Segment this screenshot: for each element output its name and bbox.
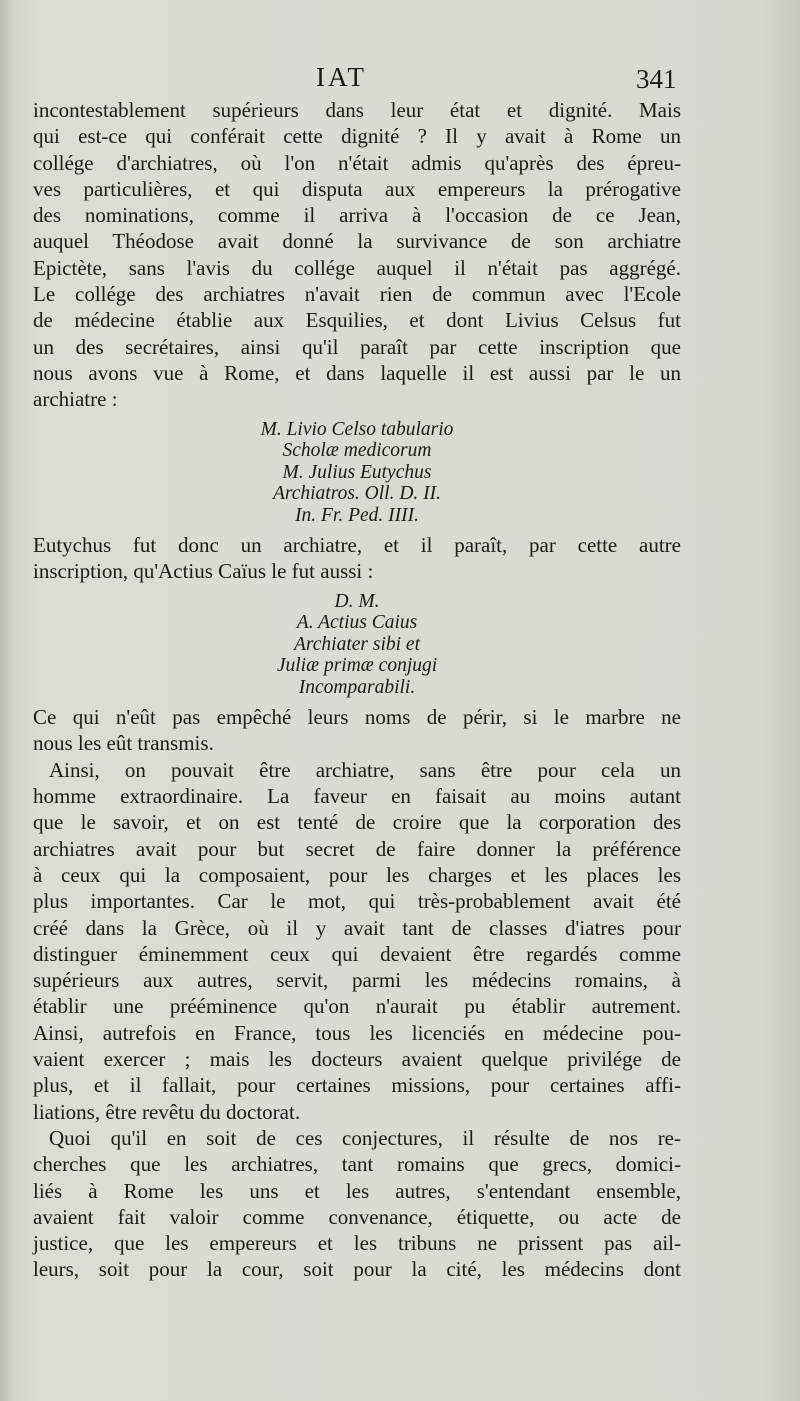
text-line: archiatres avait pour but secret de faire donner la préférence (33, 836, 681, 861)
text-line: supérieurs aux autres, servit, parmi les médecins romains, à (33, 968, 681, 993)
text-line: liations, être revêtu du doctorat. (33, 1099, 301, 1124)
body-text (33, 97, 681, 1283)
inscription-line: Juliæ primæ conjugi (276, 655, 438, 677)
text-line: à ceux qui la composaient, pour les charges et les places les (33, 862, 681, 887)
text-line: nous les eût transmis. (33, 731, 214, 756)
text-line: Epictète, sans l'avis du collége auquel il n'était pas aggrégé. (33, 255, 681, 280)
paragraph (33, 97, 681, 413)
text-line: Ce qui n'eût pas empêché leurs noms de périr, si le marbre ne (33, 705, 681, 730)
text-line: incontestablement supérieurs dans leur état et dignité. Mais (33, 98, 681, 122)
inscription-block (33, 419, 681, 527)
text-line: Eutychus fut donc un archiatre, et il paraît, par cette autre (33, 533, 681, 558)
inscription-line: Scholæ medicorum (282, 440, 432, 462)
text-line: cherches que les archiatres, tant romains que grecs, domici- (33, 1152, 681, 1177)
inscription-line: D. M. (334, 590, 380, 612)
text-line: établir une prééminence qu'on n'aurait pu établir autrement. (33, 994, 681, 1019)
text-line: vaient exercer ; mais les docteurs avaient quelque privilége de (33, 1047, 681, 1072)
text-line: que le savoir, et on est tenté de croire que la corporation des (33, 810, 681, 835)
text-line: plus importantes. Car le mot, qui très-probablement avait été (33, 889, 681, 914)
text-line: distinguer éminemment ceux qui devaient être regardés comme (33, 941, 681, 966)
text-line: de médecine établie aux Esquilies, et dont Livius Celsus fut (33, 308, 681, 333)
text-line: Ainsi, autrefois en France, tous les licenciés en médecine pou- (33, 1020, 681, 1045)
inscription-line: Incomparabili. (298, 676, 416, 698)
text-line: justice, que les empereurs et les tribuns ne prissent pas ail- (33, 1231, 681, 1256)
text-line: des nominations, comme il arriva à l'occasion de ce Jean, (33, 203, 681, 228)
paragraph (33, 1125, 681, 1283)
text-line: ves particulières, et qui disputa aux empereurs la prérogative (33, 176, 681, 201)
paragraph (33, 532, 681, 585)
inscription-line: In. Fr. Ped. IIII. (295, 504, 419, 526)
text-line: collége d'archiatres, où l'on n'était admis qu'après des épreu- (33, 150, 681, 175)
inscription-line: M. Julius Eutychus (282, 461, 432, 483)
inscription-line: A. Actius Caius (296, 612, 418, 634)
text-line: Ainsi, on pouvait être archiatre, sans être pour cela un (49, 757, 681, 782)
text-line: archiatre : (33, 387, 118, 412)
paragraph (33, 704, 681, 757)
paragraph (33, 757, 681, 1125)
inscription-line: Archiatros. Oll. D. II. (272, 483, 442, 505)
text-line: plus, et il fallait, pour certaines missions, pour certaines affi- (33, 1073, 681, 1098)
text-line: nous avons vue à Rome, et dans laquelle il est aussi par le un (33, 360, 681, 385)
page-number: 341 (636, 64, 677, 94)
inscription-line: Archiater sibi et (293, 633, 420, 655)
inscription-line: M. Livio Celso tabulario (260, 418, 454, 440)
text-line: Quoi qu'il en soit de ces conjectures, il résulte de nos re- (49, 1125, 681, 1150)
text-line: qui est-ce qui conférait cette dignité ? Il y avait à Rome un (33, 124, 681, 149)
text-line: auquel Théodose avait donné la survivance de son archiatre (33, 229, 681, 254)
text-line: inscription, qu'Actius Caïus le fut aussi : (33, 559, 374, 584)
text-line: un des secrétaires, ainsi qu'il paraît par cette inscription que (33, 334, 681, 359)
text-line: liés à Rome les uns et les autres, s'entendant ensemble, (33, 1178, 681, 1203)
running-title: IAT (316, 62, 367, 92)
text-line: créé dans la Grèce, où il y avait tant de classes d'iatres pour (33, 915, 681, 940)
inscription-block (33, 591, 681, 699)
text-line: Le collége des archiatres n'avait rien de commun avec l'Ecole (33, 282, 681, 307)
text-line: leurs, soit pour la cour, soit pour la cité, les médecins dont (33, 1257, 681, 1282)
running-head (0, 62, 800, 98)
text-line: avaient fait valoir comme convenance, étiquette, ou acte de (33, 1204, 681, 1229)
text-line: homme extraordinaire. La faveur en faisait au moins autant (33, 784, 681, 809)
